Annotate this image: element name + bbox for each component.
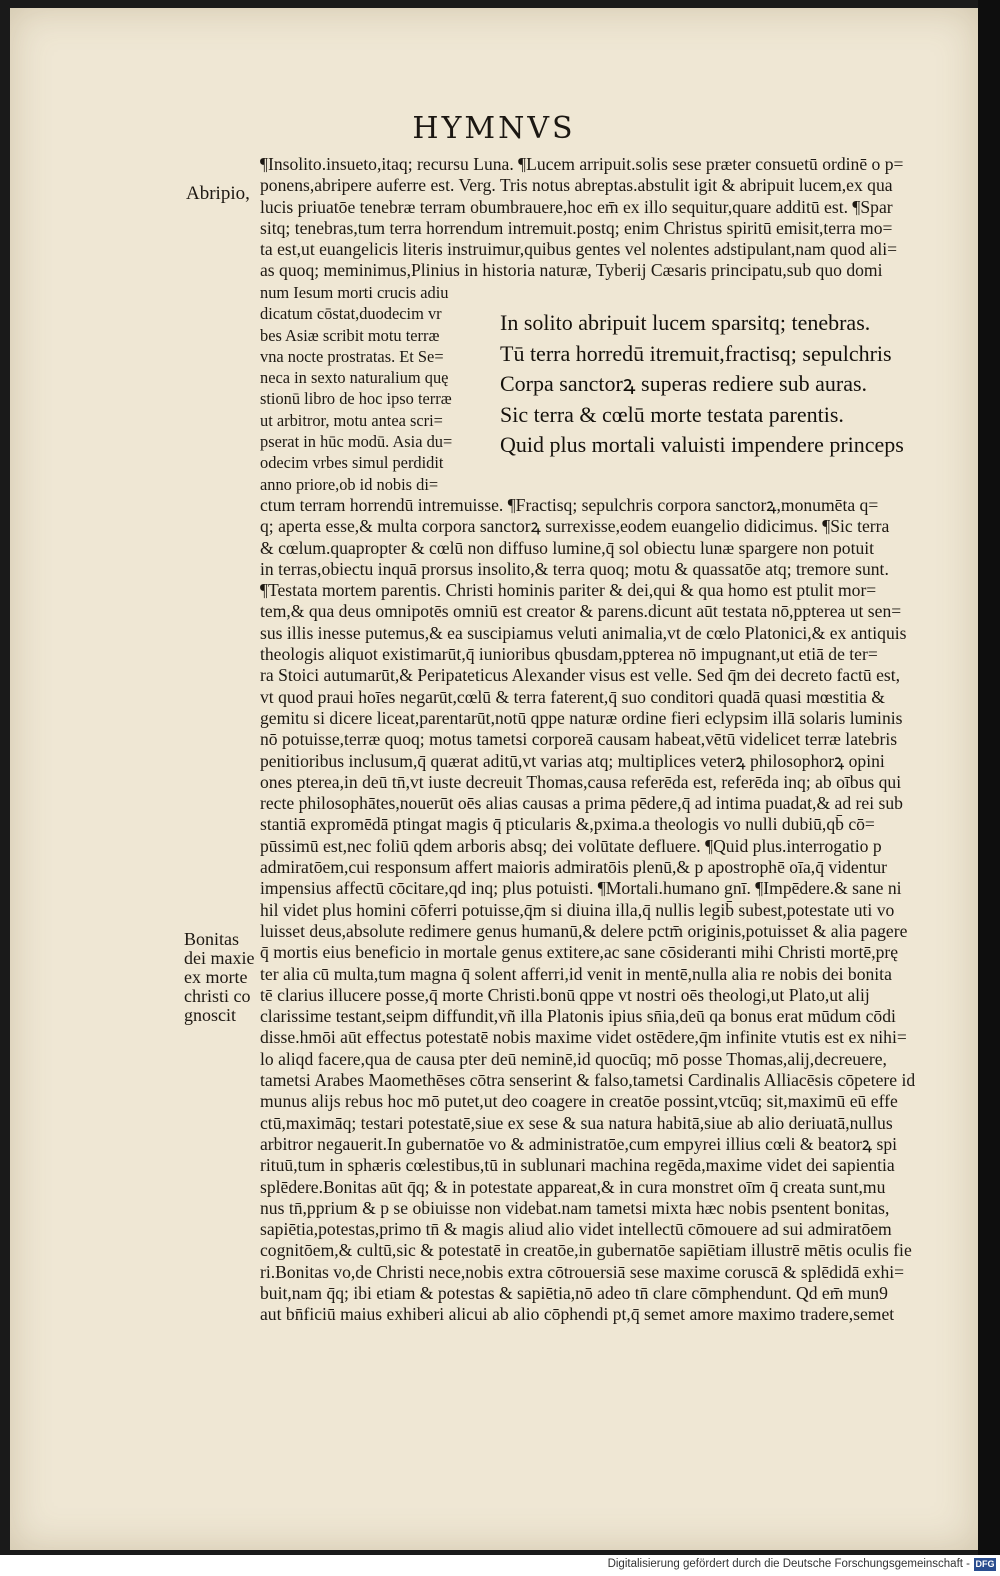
text-line: ri.Bonitas vo,de Christi nece,nobis extra cōtrouersiā sese maxime coruscā & splēdidā exhi= xyxy=(260,1261,905,1282)
text-line: hil videt plus homini cōferri potuisse,q̄m si diuina illa,q̄ nullis legib̄ subest,potestate uti vo xyxy=(260,899,895,920)
funding-notice: Digitalisierung gefördert durch die Deutsche Forschungsgemeinschaft - xyxy=(607,1558,970,1570)
text-line: buit,nam q̄q; ibi etiam & potestas & sapiētia,nō adeo tn̄ clare cōmphendunt. Qd em̄ mun9 xyxy=(260,1282,888,1303)
text-line: sapiētia,potestas,primo tn̄ & magis aliud alio videt intellectū cōmouere ad sui admiratōem xyxy=(260,1219,892,1240)
text-line: num Iesum morti crucis adiu xyxy=(260,283,449,302)
text-line: ut arbitror, motu antea scri= xyxy=(260,410,443,430)
text-line: & cœlum.quapropter & cœlū non diffuso lumine,q̄ sol obiectu lunæ spargere non potuit xyxy=(260,537,875,558)
text-line: pserat in hūc modū. Asia du= xyxy=(260,432,453,452)
text-line: aut bn̄ficiū maius exhiberi alicui ab alio cōphendi pt,q̄ semet amore maximo tradere,semet xyxy=(260,1304,895,1325)
margin-note-abripio: Abripio, xyxy=(186,183,250,204)
hymn-line: Sic terra & cœlū morte testata parentis. xyxy=(500,401,844,427)
text-line: arbitror negauerit.In gubernatōe vo & administratōe,cum empyrei illius cœli & beatorꝝ spi xyxy=(260,1133,898,1154)
text-line: rituū,tum in sphæris cœlestibus,tū in sublunari machina regēda,maxime videt dei sapientia xyxy=(260,1155,895,1176)
text-line: stionū libro de hoc ipso terræ xyxy=(260,389,452,409)
text-line: ponens,abripere auferre est. Verg. Tris notus abreptas.abstulit igit & abripuit lucem,ex qua xyxy=(260,175,893,196)
hymn-verses xyxy=(500,308,960,461)
footer-bar xyxy=(0,1555,1000,1576)
text-line: luisset deus,absolute redimere genus humanū,& delere pctm̄ originis,potuisset & alia pagere xyxy=(260,920,908,941)
text-line: ctū,maximāq; testari potestatē,siue ex sese & sua natura habitā,siue ab alio deriuatā,nullus xyxy=(260,1112,893,1133)
text-line: tametsi Arabes Maomethēses cōtra senserint & falso,tametsi Cardinalis Alliacēsis cōpetere id xyxy=(260,1070,916,1091)
text-line: tem,& qua deus omnipotēs omniū est creator & parens.dicunt aūt testata nō,ppterea ut sen= xyxy=(260,601,902,622)
text-line: nus tn̄,pprium & p se obiuisse non videbat.nam tametsi mixta hæc nobis psentent bonitas, xyxy=(260,1197,890,1218)
margin-note-line: ex morte xyxy=(184,967,248,987)
margin-note-line: Bonitas xyxy=(184,929,240,949)
text-line: anno priore,ob id nobis di= xyxy=(260,474,439,494)
text-line: ctum terram horrendū intremuisse. ¶Fractisq; sepulchris corpora sanctorꝝ,monumēta q= xyxy=(260,495,879,515)
text-line: munus alijs rebus hoc mō putet,ut deo coagere in creatōe possint,vtcūq; sit,maximū eū effe xyxy=(260,1091,898,1112)
text-line: tē clarius illucere posse,q̄ morte Christi.bonū qppe vt nostri oēs theologi,ut Plato,ut alij xyxy=(260,984,870,1005)
hymn-line: Corpa sanctorꝝ superas rediere sub auras. xyxy=(500,371,868,396)
text-line: stantiā expromēdā ptingat magis q̄ pticularis &,pxima.a theologis vo nulli dubiū,qb̄ cō= xyxy=(260,814,875,835)
left-column-commentary xyxy=(260,282,500,495)
text-line: recte philosophātes,nouerūt oēs alias causas a prima pēdere,q̄ ad intima puadat,& ad rei sub xyxy=(260,793,903,814)
text-line: lucis priuatōe tenebræ terram obumbrauere,hoc em̄ ex illo sequitur,quare additū est. ¶Spar xyxy=(260,196,893,217)
margin-note-bonitas xyxy=(184,930,254,1025)
text-line: ta est,ut euangelicis literis instruimur,quibus gentes vel nolentes adstipulant,nam quod ali= xyxy=(260,239,898,260)
hymn-line: Quid plus mortali valuisti impendere princeps xyxy=(500,432,904,457)
text-line: sitq; tenebras,tum terra horrendum intremuit.postq; enim Christus spiritū emisit,terra mo= xyxy=(260,217,893,238)
text-line: vna nocte prostratas. Et Se= xyxy=(260,346,444,366)
scan-edge xyxy=(978,0,1000,1555)
text-line: admiratōem,cui responsum affert maioris admiratōis plenū,& p apostrophē oīa,q̄ videntur xyxy=(260,857,888,878)
dfg-logo-icon: DFG xyxy=(975,1559,995,1569)
text-line: in terras,obiectu inquā prorsus insolito,& terra quoq; motu & quassatōe atq; tremore sunt. xyxy=(260,558,889,579)
page-title: HYMNVS xyxy=(412,111,576,146)
hymn-line: In solito abripuit lucem sparsitq; tenebras. xyxy=(500,310,871,335)
text-line: ones pterea,in deū tn̄,vt iuste decreuit Thomas,causa referēda est, referēda inq; ab oībus qui xyxy=(260,771,902,792)
text-line: cognitōem,& cultū,sic & potestatē in creatōe,in gubernatōe sapiētiam illustrē mētis oculis fie xyxy=(260,1240,912,1261)
text-line: gemitu si dicere liceat,parentarūt,notū qppe naturæ ordine fieri eclypsim illā solaris luminis xyxy=(260,707,903,728)
text-line: clarissime testant,seipm diffundit,vñ illa Platonis ipius sn̄ia,deū qa bonus erat mūdum cōdi xyxy=(260,1006,896,1027)
text-line: ¶Testata mortem parentis. Christi hominis pariter & dei,qui & qua homo est ptulit mor= xyxy=(260,580,877,601)
text-line: ter alia cū multa,tum magna q̄ solent afferri,id venit in mentē,nulla alia re nobis dei bonita xyxy=(260,963,892,984)
hymn-line: Tū terra horredū itremuit,fractisq; sepulchris xyxy=(500,340,892,366)
margin-note-line: christi co xyxy=(184,986,251,1006)
text-line: ¶Insolito.insueto,itaq; recursu Luna. ¶Lucem arripuit.solis sese præter consuetū ordinē o p= xyxy=(260,154,904,174)
text-line: bes Asiæ scribit motu terræ xyxy=(260,325,440,345)
text-line: sus illis inesse putemus,& ea suscipiamus veluti animalia,vt de cœlo Platonici,& ex antiquis xyxy=(260,622,907,643)
text-line: disse.hmōi aūt effectus potestatē nobis maxime videt ostēdere,q̄m infinite vtutis est ex nihi= xyxy=(260,1027,907,1048)
intro-paragraph xyxy=(260,154,960,282)
text-line: vt quod praui hoīes negarūt,cœlū & terra faterent,q̄ suo conditori quadā quasi mœstitia & xyxy=(260,686,885,707)
text-line: nō potuisse,terræ quoq; motus tametsi corporeā causam habeat,vētū videlicet terræ latebris xyxy=(260,729,898,750)
text-line: lo aliqd facere,qua de causa pter deū neminē,id quocūq; mō posse Thomas,alij,decreuere, xyxy=(260,1048,887,1069)
text-line: splēdere.Bonitas aūt q̄q; & in potestate appareat,& in cura monstret oīm q̄ creata sunt,mu xyxy=(260,1176,886,1197)
margin-note-line: gnoscit xyxy=(184,1005,236,1025)
text-line: pūssimū est,nec foliū qdem arboris absq; dei volūtate defluere. ¶Quid plus.interrogatio p xyxy=(260,835,882,856)
text-line: dicatum cōstat,duodecim vr xyxy=(260,304,442,324)
text-line: ra Stoici autumarūt,& Peripateticus Alexander visus est velle. Sed q̄m dei decreto factū est, xyxy=(260,665,901,686)
book-page xyxy=(10,8,978,1550)
text-line: penitioribus inclusum,q̄ quærat aditū,vt varias atq; multiplices veterꝝ philosophorꝝ opini xyxy=(260,750,885,771)
text-line: impensius affectū cōcitare,qd inq; plus potuisti. ¶Mortali.humano gnī. ¶Impēdere.& sane ni xyxy=(260,878,902,899)
main-commentary xyxy=(260,495,960,1326)
text-line: neca in sexto naturalium quę xyxy=(260,368,449,388)
text-line: as quoq; meminimus,Plinius in historia naturæ, Tyberij Cæsaris principatu,sub quo domi xyxy=(260,260,883,281)
text-line: theologis aliquot existimarūt,q̄ iunioribus qbusdam,ppterea nō impugnant,ut etiā de ter= xyxy=(260,644,878,665)
text-line: q; aperta esse,& multa corpora sanctorꝝ surrexisse,eodem euangelio didicimus. ¶Sic terra xyxy=(260,516,890,537)
margin-note-line: dei maxie xyxy=(184,948,255,968)
text-line: odecim vrbes simul perdidit xyxy=(260,453,444,473)
text-line: q̄ mortis eius beneficio in mortale genus extitere,ac sane cōsideranti mihi Christi mortē,prę xyxy=(260,942,899,963)
